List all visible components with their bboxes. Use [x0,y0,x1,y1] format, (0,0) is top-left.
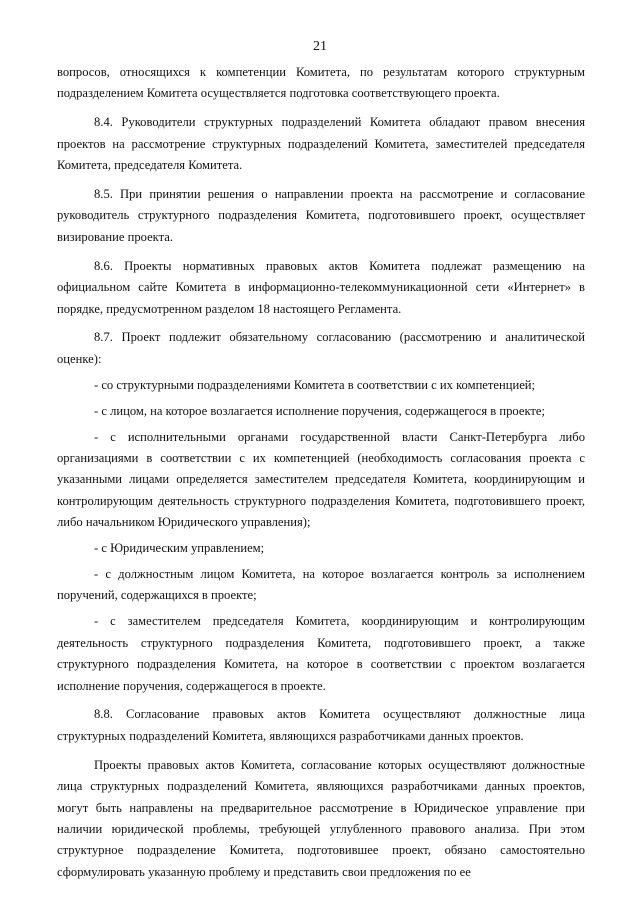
list-item: - со структурными подразделениями Комитета в соответствии с их компетенцией; [94,377,536,392]
list-item: - с лицом, на которое возлагается исполнение поручения, содержащегося в проекте; [94,403,546,418]
page-number: 21 [313,39,327,54]
document-body [57,62,585,891]
paragraph-8-6: 8.6. Проекты нормативных правовых актов Комитета подлежат размещению на официальном сайте Комитета в информационно-телекоммуникационной сети «Интернет» в порядке, предусмотренном разделом 18 настоящего Регламента. [57,258,585,316]
paragraph-8-4: 8.4. Руководители структурных подразделений Комитета обладают правом внесения проектов на рассмотрение структурных подразделений Комитета, заместителей председателя Комитета, председателя Комитета. [57,115,585,173]
paragraph-8-8: 8.8. Согласование правовых актов Комитета осуществляют должностные лица структурных подразделений Комитета, являющихся разработчиками данных проектов. [57,707,585,743]
list-item: - с должностным лицом Комитета, на которое возлагается контроль за исполнением поручений, содержащихся в проекте; [57,567,585,603]
paragraph-projects: Проекты правовых актов Комитета, согласование которых осуществляют должностные лица структурных подразделений Комитета, являющихся разработчиками данных проектов, могут быть направлены на предварительное рассмотрение в Юридическое управление при наличии юридической проблемы, требующей углубленного правового анализа. При этом структурное подразделение Комитета, подготовившее проект, обязано самостоятельно сформулировать указанную проблему и представить свои предложения по ее [57,757,585,879]
list-item: - с Юридическим управлением; [94,541,265,556]
paragraph-continuation: вопросов, относящихся к компетенции Комитета, по результатам которого структурным подразделением Комитета осуществляется подготовка соответствующего проекта. [57,65,585,101]
list-item: - с исполнительными органами государственной власти Санкт-Петербурга либо организациями в соответствии с их компетенцией (необходимость согласования проекта с указанными лицами определяется заместителем председателя Комитета, координирующим и контролирующим деятельность структурного подразделения Комитета, подготовившего проект, либо начальником Юридического управления); [57,429,585,530]
paragraph-8-5: 8.5. При принятии решения о направлении проекта на рассмотрение и согласование руководитель структурного подразделения Комитета, подготовившего проект, осуществляет визирование проекта. [57,187,585,244]
paragraph-8-7: 8.7. Проект подлежит обязательному согласованию (рассмотрению и аналитической оценке): [57,330,585,366]
list-item: - с заместителем председателя Комитета, координирующим и контролирующим деятельность структурного подразделения Комитета, подготовившего проект, а также структурного подразделения Комитета, на которое в соответствии с проектом возлагается исполнение поручения, содержащегося в проекте. [57,614,585,693]
